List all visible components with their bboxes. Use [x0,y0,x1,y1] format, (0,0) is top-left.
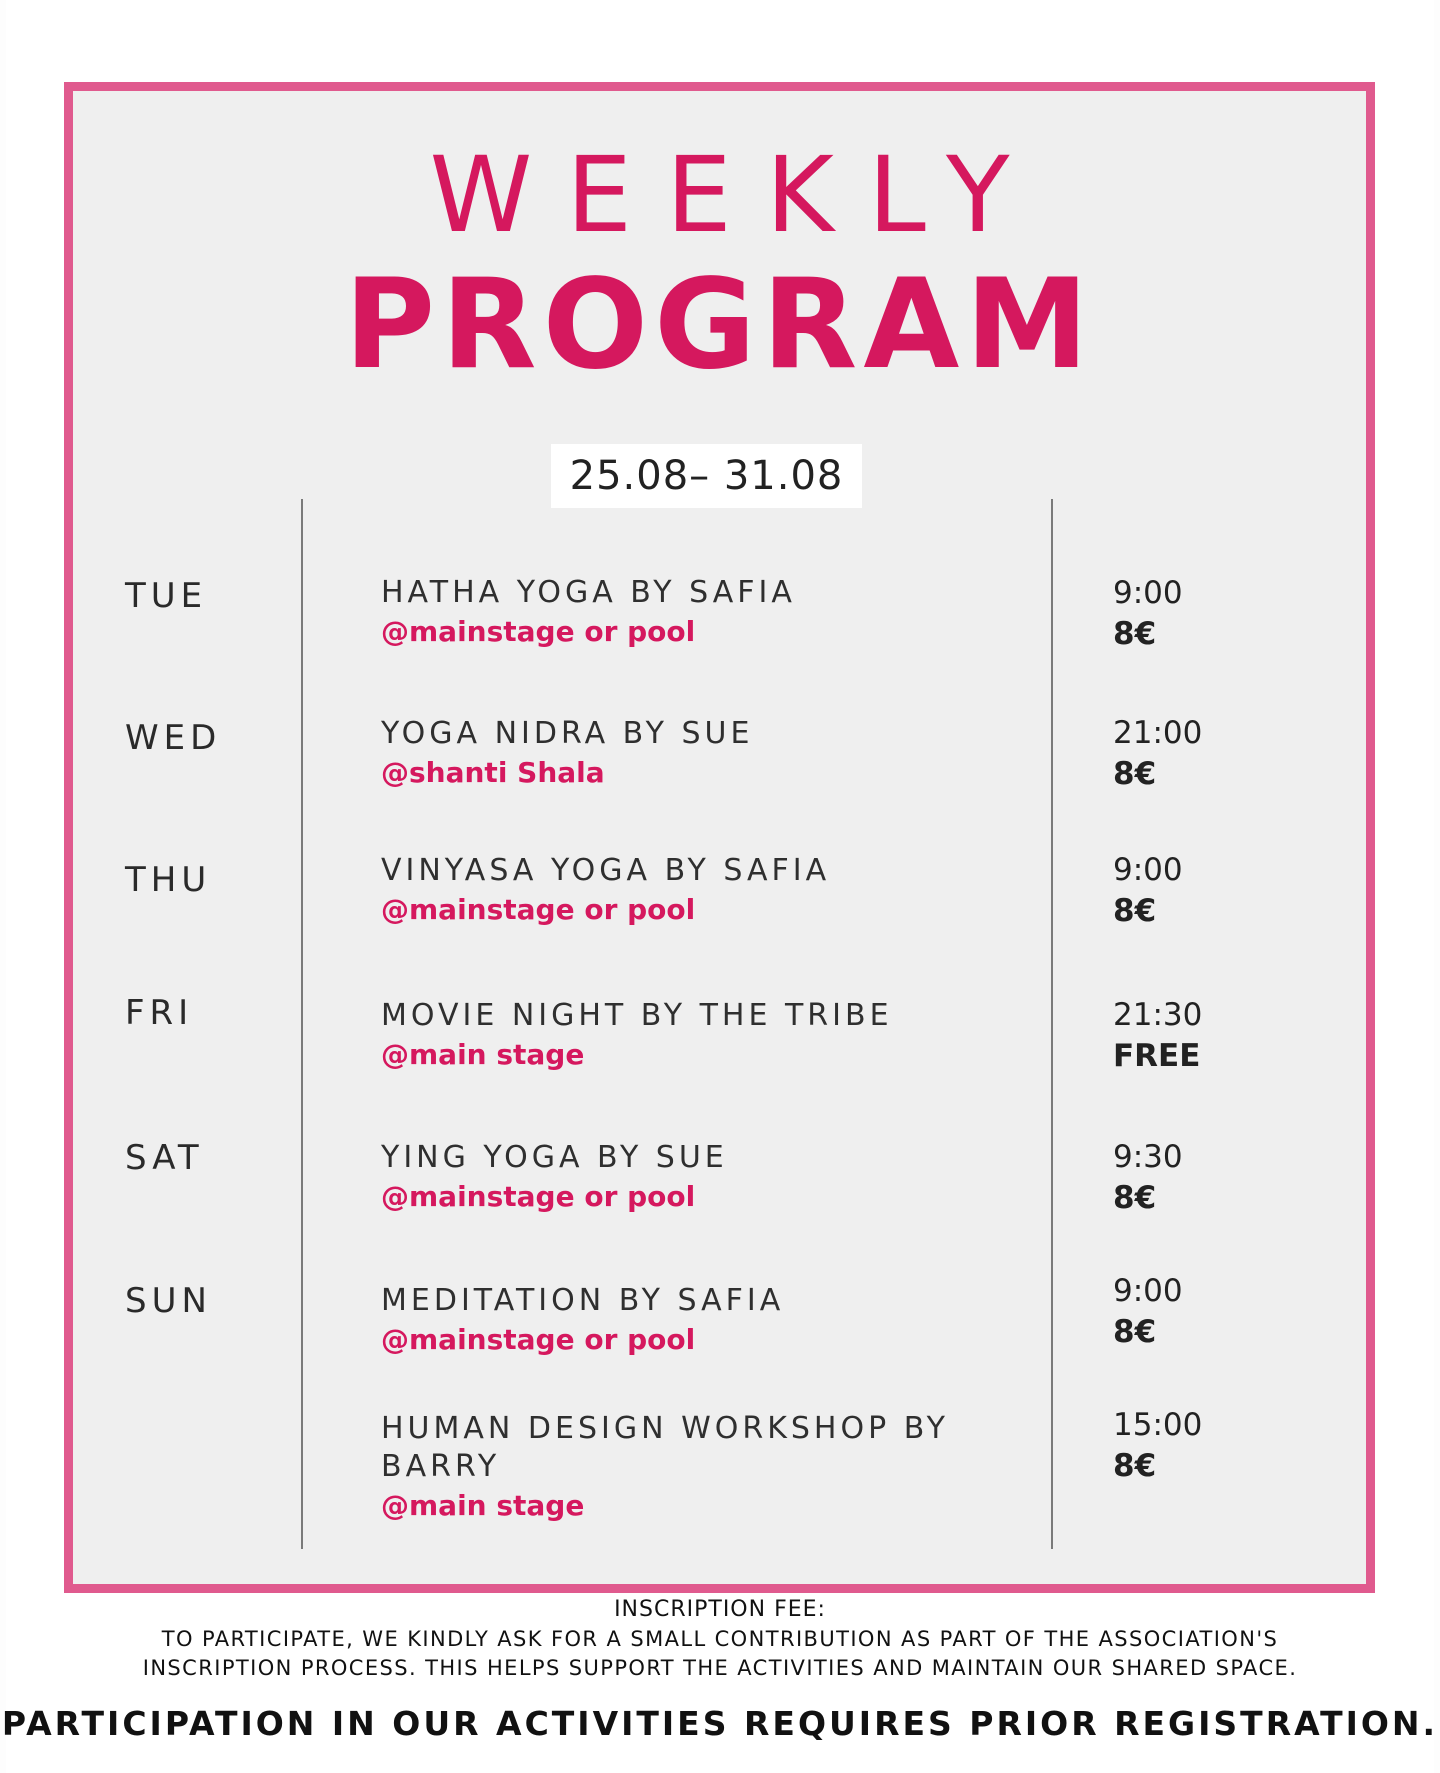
event-title: HATHA YOGA BY SAFIA [381,575,796,610]
price-thu [1113,850,1183,932]
event-venue: @mainstage or pool [381,615,696,648]
event-fee: 8€ [1113,893,1157,929]
event-fri [381,997,981,1075]
registration-notice: PARTICIPATION IN OUR ACTIVITIES REQUIRES PRIOR REGISTRATION. [1,1704,1439,1743]
day-label-sat: SAT [125,1138,204,1178]
event-title: MEDITATION BY SAFIA [381,1283,785,1318]
event-venue: @mainstage or pool [381,1180,696,1213]
event-wed [381,715,981,793]
event-title: MOVIE NIGHT BY THE TRIBE [381,998,893,1033]
event-venue: @main stage [381,1038,585,1071]
event-fee: 8€ [1113,1180,1157,1216]
price-sun-workshop [1113,1405,1202,1487]
event-title: YING YOGA BY SUE [381,1140,728,1175]
event-sun [381,1282,981,1360]
date-range-badge: 25.08– 31.08 [551,444,862,508]
day-label-wed: WED [125,718,222,758]
event-time: 9:00 [1113,575,1183,611]
event-venue: @mainstage or pool [381,893,696,926]
event-fee: 8€ [1113,1448,1157,1484]
event-time: 9:00 [1113,852,1183,888]
inscription-fee-text-line-2: INSCRIPTION PROCESS. THIS HELPS SUPPORT THE ACTIVITIES AND MAINTAIN OUR SHARED SPACE. [142,1656,1298,1680]
divider-left [301,499,303,1549]
event-fee: 8€ [1113,1314,1157,1350]
inscription-fee-heading: INSCRIPTION FEE: [614,1597,826,1622]
event-time: 15:00 [1113,1407,1203,1443]
event-fee: FREE [1113,1038,1201,1074]
event-venue: @main stage [381,1489,585,1522]
price-sun [1113,1271,1183,1353]
inscription-fee-text-line-1: TO PARTICIPATE, WE KINDLY ASK FOR A SMALL CONTRIBUTION AS PART OF THE ASSOCIATION'S [161,1627,1279,1651]
price-tue [1113,573,1183,655]
event-title: VINYASA YOGA BY SAFIA [381,853,831,888]
event-fee: 8€ [1113,756,1157,792]
event-venue: @shanti Shala [381,756,605,789]
event-tue [381,574,981,652]
price-wed [1113,713,1202,795]
day-label-sun: SUN [125,1281,212,1321]
event-title: YOGA NIDRA BY SUE [381,716,754,751]
divider-right [1051,499,1053,1549]
event-time: 21:30 [1113,997,1203,1033]
event-sun-workshop [381,1410,961,1526]
price-sat [1113,1137,1183,1219]
event-time: 9:30 [1113,1139,1183,1175]
event-thu [381,852,981,930]
event-sat [381,1139,981,1217]
program-poster-frame [64,82,1375,1593]
day-label-tue: TUE [125,576,208,616]
event-title: HUMAN DESIGN WORKSHOP BY BARRY [381,1411,949,1484]
price-fri [1113,995,1202,1077]
event-fee: 8€ [1113,616,1157,652]
event-time: 21:00 [1113,715,1203,751]
day-label-thu: THU [125,860,212,900]
event-venue: @mainstage or pool [381,1323,696,1356]
event-time: 9:00 [1113,1273,1183,1309]
title-program: PROGRAM [344,253,1095,397]
title-weekly: WEEKLY [429,134,1044,256]
day-label-fri: FRI [125,993,194,1033]
